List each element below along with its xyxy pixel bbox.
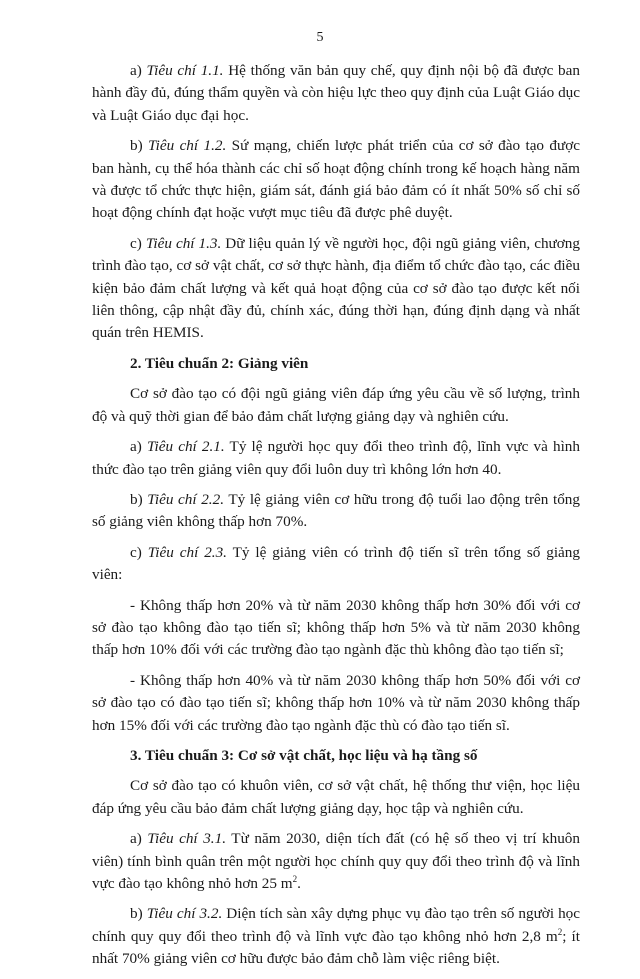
criterion-prefix: b) — [130, 490, 148, 508]
criterion-text: Dữ liệu quản lý về người học, đội ngũ giảng viên, chương trình đào tạo, cơ sở vật chất, cơ sở thực hành, địa điểm tổ chức đào tạo, các điều kiện bảo đảm chất lượng và kết quả hoạt động của cơ sở đào tạo được kết nối liên thông, cập nhật đầy đủ, chính xác, đúng thời hạn, đúng định dạng và nhất quán trên HEMIS. — [92, 234, 580, 342]
criterion-text: Diện tích sàn xây dựng phục vụ đào tạo trên số người học chính quy quy đổi theo trình độ và lĩnh vực đào tạo không nhỏ hơn 2,8 m — [92, 905, 581, 945]
document-body — [92, 60, 580, 979]
criterion-label: Tiêu chí 1.3. — [145, 234, 222, 252]
criterion-2-2-paragraph — [92, 489, 580, 534]
criterion-text: Tỷ lệ người học quy đổi theo trình độ, lĩnh vực và hình thức đào tạo trên giảng viên quy đổi luôn duy trì không lớn hơn 40. — [92, 438, 580, 478]
criterion-prefix: b) — [130, 137, 149, 155]
list-item-phd-training: - Không thấp hơn 40% và từ năm 2030 không thấp hơn 50% đối với cơ sở đào tạo có đào tạo tiến sĩ; không thấp hơn 10% và từ năm 2030 không thấp hơn 15% đối với các trường đào tạo ngành đặc thù có đào tạo tiến sĩ. — [92, 671, 580, 734]
criterion-label: Tiêu chí 1.2. — [148, 137, 227, 155]
criterion-label: Tiêu chí 2.1. — [146, 438, 225, 456]
criterion-1-1-paragraph — [92, 60, 580, 127]
criterion-label: Tiêu chí 2.2. — [147, 490, 224, 508]
criterion-1-2-paragraph — [92, 135, 580, 225]
criterion-label: Tiêu chí 3.2. — [146, 905, 223, 923]
standard-2-intro: Cơ sở đào tạo có đội ngũ giảng viên đáp ứng yêu cầu về số lượng, trình độ và quỹ thời gian để bảo đảm chất lượng giảng dạy và nghiên cứu. — [92, 385, 580, 425]
criterion-text: Từ năm 2030, diện tích đất (có hệ số theo vị trí khuôn viên) tính bình quân trên một người học chính quy quy đổi theo trình độ và lĩnh vực đào tạo không nhỏ hơn 25 m — [92, 830, 580, 892]
criterion-2-3-paragraph — [92, 542, 580, 587]
criterion-label: Tiêu chí 2.3. — [147, 543, 227, 561]
superscript: 2 — [292, 873, 298, 884]
standard-2-heading: 2. Tiêu chuẩn 2: Giảng viên — [130, 354, 309, 372]
criterion-prefix: a) — [130, 438, 147, 456]
criterion-text: Tỷ lệ giảng viên cơ hữu trong độ tuổi lao động trên tổng số giảng viên không thấp hơn 70%. — [92, 490, 580, 531]
page-number: 5 — [316, 30, 324, 45]
criterion-prefix: a) — [130, 830, 148, 848]
criterion-prefix: b) — [130, 905, 147, 923]
criterion-text: Sứ mạng, chiến lược phát triển của cơ sở đào tạo được ban hành, cụ thể hóa thành các chỉ số hoạt động chính trong kế hoạch hàng năm và được tổ chức thực hiện, giám sát, đánh giá bảo đảm có ít nhất 50% số chỉ số hoạt động chính đạt hoặc vượt mục tiêu đã được phê duyệt. — [92, 137, 580, 222]
criterion-2-1-paragraph — [92, 436, 580, 481]
criterion-label: Tiêu chí 3.1. — [147, 830, 226, 848]
criterion-prefix: c) — [130, 543, 148, 561]
criterion-1-3-paragraph — [92, 233, 580, 345]
standard-3-intro: Cơ sở đào tạo có khuôn viên, cơ sở vật chất, hệ thống thư viện, học liệu đáp ứng yêu cầu bảo đảm chất lượng giảng dạy, học tập và nghiên cứu. — [92, 777, 580, 817]
criterion-label: Tiêu chí 1.1. — [146, 62, 224, 79]
superscript: 2 — [557, 926, 563, 937]
criterion-text: Hệ thống văn bản quy chế, quy định nội bộ đã được ban hành đầy đủ, đúng thẩm quyền và còn hiệu lực theo quy định của Luật Giáo dục và Luật Giáo dục đại học. — [92, 62, 580, 124]
criterion-3-2-paragraph — [92, 903, 580, 970]
criterion-prefix: c) — [130, 234, 146, 252]
standard-3-heading: 3. Tiêu chuẩn 3: Cơ sở vật chất, học liệu và hạ tầng số — [130, 746, 478, 764]
criterion-prefix: a) — [130, 62, 147, 79]
criterion-text-end: ; ít nhất 70% giảng viên cơ hữu được bảo đảm chỗ làm việc riêng biệt. — [92, 927, 580, 968]
criterion-text-end: . — [297, 875, 301, 892]
criterion-3-1-paragraph — [92, 828, 580, 895]
list-item-no-phd-training: - Không thấp hơn 20% và từ năm 2030 không thấp hơn 30% đối với cơ sở đào tạo không đào tạo tiến sĩ; không thấp hơn 5% và từ năm 2030 không thấp hơn 10% đối với các trường đào tạo ngành đặc thù không đào tạo tiến sĩ; — [92, 596, 580, 659]
criterion-text: Tỷ lệ giảng viên có trình độ tiến sĩ trên tổng số giảng viên: — [92, 543, 580, 584]
